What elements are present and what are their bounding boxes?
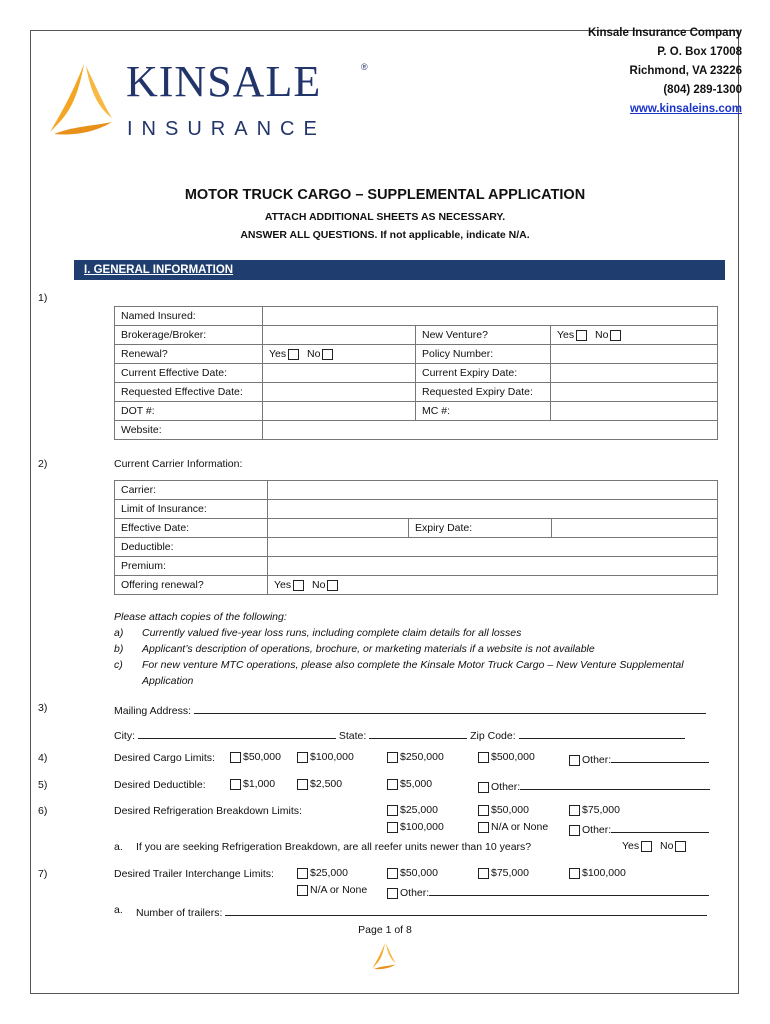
trailer-none-option [295,884,367,896]
website-label: Website: [115,421,263,440]
trailer-50k-label: $50,000 [400,867,438,879]
reefer-50k-label: $50,000 [491,804,529,816]
deductible-question-label: Desired Deductible: [114,779,206,791]
reefer-other-label: Other: [582,824,612,836]
limit-label: Limit of Insurance: [115,500,268,519]
deductible-1k-checkbox[interactable] [230,779,241,790]
deductible-1k-option [228,778,275,790]
new-venture-no-label: No [594,329,609,341]
cargo-limits-label: Desired Cargo Limits: [114,752,215,764]
subtitle-answer: ANSWER ALL QUESTIONS. If not applicable, indicate N/A. [240,229,530,241]
general-info-table [114,306,718,440]
cargo-500k-checkbox[interactable] [478,752,489,763]
mc-label: MC #: [416,402,551,421]
current-expiry-field[interactable] [551,364,718,383]
q4-number: 4) [38,752,48,764]
deductible-2500-label: $2,500 [310,778,343,790]
new-venture-yes-label: Yes [557,329,575,341]
trailer-other-label: Other: [400,887,430,899]
carrier-expiry-field[interactable] [552,519,718,538]
reefer-age-no-label: No [659,840,674,852]
company-phone: (804) 289-1300 [663,84,742,96]
limit-field[interactable] [268,500,718,519]
offering-renewal-options [268,576,718,595]
trailer-100k-option [567,867,626,879]
q2-number: 2) [38,458,48,470]
cargo-other-checkbox[interactable] [569,755,580,766]
current-effective-field[interactable] [263,364,416,383]
company-name: Kinsale Insurance Company [587,27,742,39]
policy-number-field[interactable] [551,345,718,364]
city-field[interactable] [138,727,336,739]
q5-number: 5) [38,779,48,791]
cargo-other-field[interactable] [611,751,709,763]
logo-name: KINSALE [126,57,322,106]
carrier-info-table [114,480,718,595]
renewal-options [263,345,416,364]
subtitle-attach: ATTACH ADDITIONAL SHEETS AS NECESSARY. [264,211,506,223]
cargo-other-option [567,751,709,766]
trailer-other-field[interactable] [429,884,709,896]
carrier-label: Carrier: [115,481,268,500]
trailers-count-label: Number of trailers: [136,907,223,919]
attach-intro: Please attach copies of the following: [114,611,287,623]
new-venture-label: New Venture? [416,326,551,345]
brokerage-label: Brokerage/Broker: [115,326,263,345]
company-city: Richmond, VA 23226 [629,65,742,77]
renewal-yes-checkbox[interactable] [288,349,299,360]
requested-expiry-label: Requested Expiry Date: [416,383,551,402]
reefer-none-label: N/A or None [491,821,549,833]
state-field[interactable] [369,727,467,739]
reefer-age-yes-label: Yes [622,840,640,852]
trailer-25k-label: $25,000 [310,867,348,879]
reefer-other-field[interactable] [611,821,709,833]
named-insured-field[interactable] [263,307,718,326]
reefer-100k-label: $100,000 [400,821,444,833]
mc-field[interactable] [551,402,718,421]
cargo-250k-checkbox[interactable] [387,752,398,763]
kinsale-footer-logo [368,942,400,972]
trailer-25k-option [295,867,348,879]
mailing-address-row [114,702,706,717]
offering-yes-checkbox[interactable] [293,580,304,591]
company-website-link[interactable]: www.kinsaleins.com [629,103,742,115]
state-label: State: [338,730,367,742]
mailing-address-field[interactable] [194,702,706,714]
offering-no-label: No [311,579,326,591]
kinsale-logo-mark [46,62,116,142]
attach-c-letter: c) [114,659,123,671]
requested-effective-field[interactable] [263,383,416,402]
requested-expiry-field[interactable] [551,383,718,402]
reefer-25k-label: $25,000 [400,804,438,816]
carrier-expiry-label: Expiry Date: [409,519,552,538]
carrier-field[interactable] [268,481,718,500]
cargo-500k-label: $500,000 [491,751,535,763]
brokerage-field[interactable] [263,326,416,345]
renewal-no-checkbox[interactable] [322,349,333,360]
reefer-none-checkbox[interactable] [478,822,489,833]
premium-field[interactable] [268,557,718,576]
attach-c-text-2: Application [142,675,194,687]
attach-b-letter: b) [114,643,124,655]
offering-no-checkbox[interactable] [327,580,338,591]
carrier-effective-label: Effective Date: [115,519,268,538]
reefer-other-option [567,821,709,836]
reefer-other-checkbox[interactable] [569,825,580,836]
premium-label: Premium: [115,557,268,576]
reefer-25k-option [385,804,438,816]
deductible-other-field[interactable] [520,778,710,790]
trailer-interchange-label: Desired Trailer Interchange Limits: [114,868,274,880]
trailers-count-field[interactable] [225,904,707,916]
trailer-50k-checkbox[interactable] [387,868,398,879]
reefer-limits-label: Desired Refrigeration Breakdown Limits: [114,805,302,817]
reefer-75k-label: $75,000 [582,804,620,816]
reefer-25k-checkbox[interactable] [387,805,398,816]
reefer-75k-checkbox[interactable] [569,805,580,816]
deductible-other-checkbox[interactable] [478,782,489,793]
trailer-none-label: N/A or None [310,884,368,896]
deductible-5k-label: $5,000 [400,778,433,790]
requested-effective-label: Requested Effective Date: [115,383,263,402]
trailer-75k-label: $75,000 [491,867,529,879]
deductible-other-label: Other: [491,781,521,793]
logo-sub: INSURANCE [127,118,326,140]
reefer-age-yes-checkbox[interactable] [641,841,652,852]
zip-label: Zip Code: [470,730,516,742]
reefer-none-option [476,821,548,833]
trailers-count-row [136,904,707,919]
policy-number-label: Policy Number: [416,345,551,364]
cargo-250k-option [385,751,444,763]
reefer-sub-a-letter: a. [114,841,123,853]
section-header-general-info [74,260,725,280]
renewal-no-label: No [306,348,321,360]
registered-mark: ® [361,62,368,72]
deductible-label: Deductible: [115,538,268,557]
current-expiry-label: Current Expiry Date: [416,364,551,383]
trailer-other-checkbox[interactable] [387,888,398,899]
attach-a-letter: a) [114,627,124,639]
city-state-zip-row [114,727,685,742]
reefer-age-no-checkbox[interactable] [675,841,686,852]
company-po-box: P. O. Box 17008 [657,46,742,58]
offering-renewal-label: Offering renewal? [115,576,268,595]
reefer-100k-option [385,821,444,833]
q2-label: Current Carrier Information: [114,458,243,470]
reefer-100k-checkbox[interactable] [387,822,398,833]
reefer-sub-a-text: If you are seeking Refrigeration Breakdown, are all reefer units newer than 10 years? [136,841,532,853]
page-number: Page 1 of 8 [358,924,412,936]
new-venture-yes-checkbox[interactable] [576,330,587,341]
cargo-250k-label: $250,000 [400,751,444,763]
deductible-5k-option [385,778,432,790]
trailers-sub-a-letter: a. [114,904,123,916]
trailer-other-option [385,884,709,899]
named-insured-label: Named Insured: [115,307,263,326]
cargo-50k-checkbox[interactable] [230,752,241,763]
attach-a-text: Currently valued five-year loss runs, including complete claim details for all losses [142,627,522,639]
company-address [588,24,742,119]
dot-field[interactable] [263,402,416,421]
trailer-100k-checkbox[interactable] [569,868,580,879]
trailer-75k-option [476,867,529,879]
q6-number: 6) [38,805,48,817]
current-effective-label: Current Effective Date: [115,364,263,383]
city-label: City: [114,730,135,742]
cargo-50k-label: $50,000 [243,751,281,763]
reefer-50k-checkbox[interactable] [478,805,489,816]
cargo-50k-option [228,751,281,763]
new-venture-no-checkbox[interactable] [610,330,621,341]
cargo-100k-label: $100,000 [310,751,354,763]
q7-number: 7) [38,868,48,880]
dot-label: DOT #: [115,402,263,421]
cargo-100k-option [295,751,354,763]
deductible-other-option [476,778,710,793]
offering-yes-label: Yes [274,579,292,591]
trailer-25k-checkbox[interactable] [297,868,308,879]
section-title: I. GENERAL INFORMATION [84,264,234,276]
reefer-age-options [622,840,688,852]
deductible-1k-label: $1,000 [243,778,276,790]
cargo-500k-option [476,751,535,763]
page-title: MOTOR TRUCK CARGO – SUPPLEMENTAL APPLICATION [184,187,586,203]
trailer-none-checkbox[interactable] [297,885,308,896]
reefer-75k-option [567,804,620,816]
carrier-effective-field[interactable] [268,519,409,538]
trailer-50k-option [385,867,438,879]
mailing-address-label: Mailing Address: [114,705,192,717]
new-venture-options [551,326,718,345]
renewal-label: Renewal? [115,345,263,364]
deductible-5k-checkbox[interactable] [387,779,398,790]
trailer-75k-checkbox[interactable] [478,868,489,879]
attach-b-text: Applicant’s description of operations, brochure, or marketing materials if a website is not available [142,643,595,655]
renewal-yes-label: Yes [269,348,287,360]
q3-number: 3) [38,702,48,714]
cargo-100k-checkbox[interactable] [297,752,308,763]
attach-c-text: For new venture MTC operations, please also complete the Kinsale Motor Truck Cargo – New Venture Supplemental [142,659,684,671]
q1-number: 1) [38,292,48,304]
zip-field[interactable] [519,727,685,739]
deductible-2500-option [295,778,342,790]
deductible-2500-checkbox[interactable] [297,779,308,790]
cargo-other-label: Other: [582,754,612,766]
website-field[interactable] [263,421,718,440]
reefer-50k-option [476,804,529,816]
trailer-100k-label: $100,000 [582,867,626,879]
deductible-field[interactable] [268,538,718,557]
